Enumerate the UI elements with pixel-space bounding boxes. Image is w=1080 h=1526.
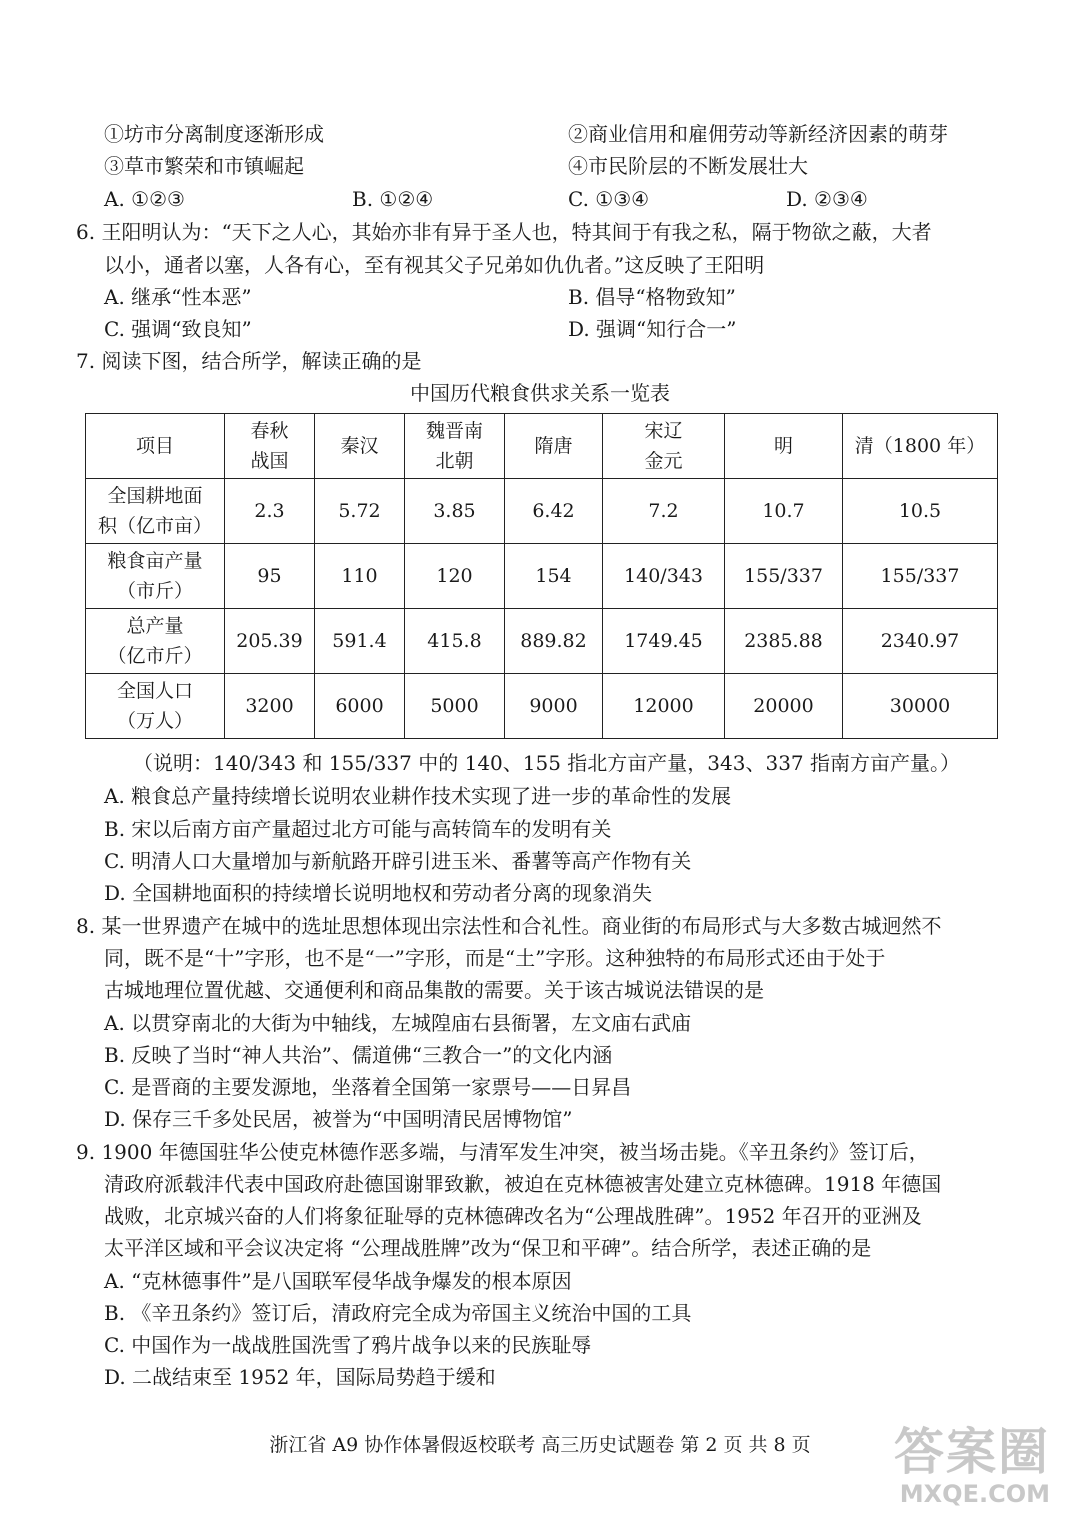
- table-row: [86, 674, 998, 739]
- table-cell: 415.8: [405, 609, 505, 674]
- table-cell: 2385.88: [725, 609, 843, 674]
- q7-option-b: B. 宋以后南方亩产量超过北方可能与高转筒车的发明有关: [104, 817, 612, 841]
- watermark-logo: [880, 1412, 1050, 1508]
- table-cell: 20000: [725, 674, 843, 739]
- table-cell: 591.4: [315, 609, 405, 674]
- q9-stem-line-4: 太平洋区域和平会议决定将 “公理战胜牌”改为“保卫和平碑”。结合所学，表述正确的是: [104, 1236, 872, 1260]
- q9-option-c: C. 中国作为一战战胜国洗雪了鸦片战争以来的民族耻辱: [104, 1333, 592, 1357]
- table-header-cell: 隋唐: [505, 414, 603, 479]
- table-header-cell: 魏晋南 北朝: [405, 414, 505, 479]
- q5-option-c: C. ①③④: [568, 187, 650, 211]
- table-cell: 1749.45: [603, 609, 725, 674]
- table-cell: 6000: [315, 674, 405, 739]
- q6-option-b: B. 倡导“格物致知”: [568, 285, 736, 309]
- q6-stem-line-1: 6. 王阳明认为：“天下之人心，其始亦非有异于圣人也，特其间于有我之私，隔于物欲之蔽，大者: [76, 220, 932, 244]
- q5-item-4: ④市民阶层的不断发展壮大: [568, 154, 808, 178]
- table-header-cell: 宋辽 金元: [603, 414, 725, 479]
- q7-stem: 7. 阅读下图，结合所学，解读正确的是: [76, 349, 422, 373]
- q5-item-1: ①坊市分离制度逐渐形成: [104, 122, 324, 146]
- table-header-row: [86, 414, 998, 479]
- table-row-label: 粮食亩产量 （市斤）: [86, 544, 225, 609]
- q8-option-c: C. 是晋商的主要发源地，坐落着全国第一家票号——日昇昌: [104, 1075, 632, 1099]
- q9-stem-line-1: 9. 1900 年德国驻华公使克林德作恶多端，与清军发生冲突，被当场击毙。《辛丑条约》签订后，: [76, 1140, 929, 1164]
- q9-option-a: A. “克林德事件”是八国联军侵华战争爆发的根本原因: [104, 1269, 572, 1293]
- table-cell: 6.42: [505, 479, 603, 544]
- q9-option-b: B. 《辛丑条约》签订后，清政府完全成为帝国主义统治中国的工具: [104, 1301, 692, 1325]
- table-caption: 中国历代粮食供求关系一览表: [410, 381, 670, 405]
- q8-stem-line-1: 8. 某一世界遗产在城中的选址思想体现出宗法性和合礼性。商业街的布局形式与大多数古城迥然不: [76, 914, 942, 938]
- page-footer: 浙江省 A9 协作体暑假返校联考 高三历史试题卷 第 2 页 共 8 页: [269, 1434, 811, 1456]
- table-header-cell: 秦汉: [315, 414, 405, 479]
- q6-option-c: C. 强调“致良知”: [104, 317, 252, 341]
- table-header-cell: 清（1800 年）: [843, 414, 998, 479]
- q9-stem-line-2: 清政府派载沣代表中国政府赴德国谢罪致歉，被迫在克林德被害处建立克林德碑。1918 年德国: [104, 1172, 942, 1196]
- table-row: [86, 479, 998, 544]
- q5-item-3: ③草市繁荣和市镇崛起: [104, 154, 304, 178]
- q5-item-2: ②商业信用和雇佣劳动等新经济因素的萌芽: [568, 122, 948, 146]
- table-cell: 10.7: [725, 479, 843, 544]
- table-cell: 2340.97: [843, 609, 998, 674]
- table-cell: 10.5: [843, 479, 998, 544]
- table-row-label: 全国耕地面 积（亿市亩）: [86, 479, 225, 544]
- grain-supply-table: [85, 413, 998, 739]
- q9-option-d: D. 二战结束至 1952 年，国际局势趋于缓和: [104, 1365, 496, 1389]
- table-cell: 95: [225, 544, 315, 609]
- q8-stem-line-2: 同，既不是“十”字形，也不是“一”字形，而是“土”字形。这种独特的布局形式还由于处于: [104, 946, 886, 970]
- q6-option-d: D. 强调“知行合一”: [568, 317, 737, 341]
- table-header-cell: 春秋 战国: [225, 414, 315, 479]
- q5-option-d: D. ②③④: [786, 187, 868, 211]
- table-cell: 154: [505, 544, 603, 609]
- table-note: （说明：140/343 和 155/337 中的 140、155 指北方亩产量，343、337 指南方亩产量。）: [133, 751, 961, 775]
- table-row-label: 总产量 （亿市斤）: [86, 609, 225, 674]
- q7-option-a: A. 粮食总产量持续增长说明农业耕作技术实现了进一步的革命性的发展: [104, 784, 732, 808]
- q7-option-c: C. 明清人口大量增加与新航路开辟引进玉米、番薯等高产作物有关: [104, 849, 692, 873]
- q6-stem-line-2: 以小，通者以塞，人各有心，至有视其父子兄弟如仇仇者。”这反映了王阳明: [104, 253, 765, 277]
- table-cell: 30000: [843, 674, 998, 739]
- q5-option-a: A. ①②③: [104, 187, 185, 211]
- table-header-cell: 项目: [86, 414, 225, 479]
- table-cell: 140/343: [603, 544, 725, 609]
- table-cell: 205.39: [225, 609, 315, 674]
- table-cell: 120: [405, 544, 505, 609]
- q8-option-d: D. 保存三千多处民居，被誉为“中国明清民居博物馆”: [104, 1107, 573, 1131]
- q7-option-d: D. 全国耕地面积的持续增长说明地权和劳动者分离的现象消失: [104, 881, 653, 905]
- table-row: [86, 544, 998, 609]
- table-cell: 12000: [603, 674, 725, 739]
- table-row: [86, 609, 998, 674]
- table-row-label: 全国人口 （万人）: [86, 674, 225, 739]
- watermark-bottom: MXQE.COM: [899, 1480, 1050, 1508]
- q8-option-a: A. 以贯穿南北的大街为中轴线，左城隍庙右县衙署，左文庙右武庙: [104, 1011, 692, 1035]
- table-cell: 3200: [225, 674, 315, 739]
- table-cell: 889.82: [505, 609, 603, 674]
- table-cell: 155/337: [843, 544, 998, 609]
- table-cell: 5000: [405, 674, 505, 739]
- table-cell: 110: [315, 544, 405, 609]
- q8-stem-line-3: 古城地理位置优越、交通便利和商品集散的需要。关于该古城说法错误的是: [104, 978, 764, 1002]
- table-header-cell: 明: [725, 414, 843, 479]
- table-cell: 155/337: [725, 544, 843, 609]
- watermark-top: 答案圈: [894, 1423, 1050, 1481]
- table-cell: 9000: [505, 674, 603, 739]
- table-cell: 2.3: [225, 479, 315, 544]
- table-cell: 3.85: [405, 479, 505, 544]
- q8-option-b: B. 反映了当时“神人共治”、儒道佛“三教合一”的文化内涵: [104, 1043, 613, 1067]
- q6-option-a: A. 继承“性本恶”: [104, 285, 252, 309]
- q9-stem-line-3: 战败，北京城兴奋的人们将象征耻辱的克林德碑改名为“公理战胜碑”。1952 年召开的亚洲及: [104, 1204, 922, 1228]
- table-cell: 5.72: [315, 479, 405, 544]
- table-cell: 7.2: [603, 479, 725, 544]
- q5-option-b: B. ①②④: [352, 187, 434, 211]
